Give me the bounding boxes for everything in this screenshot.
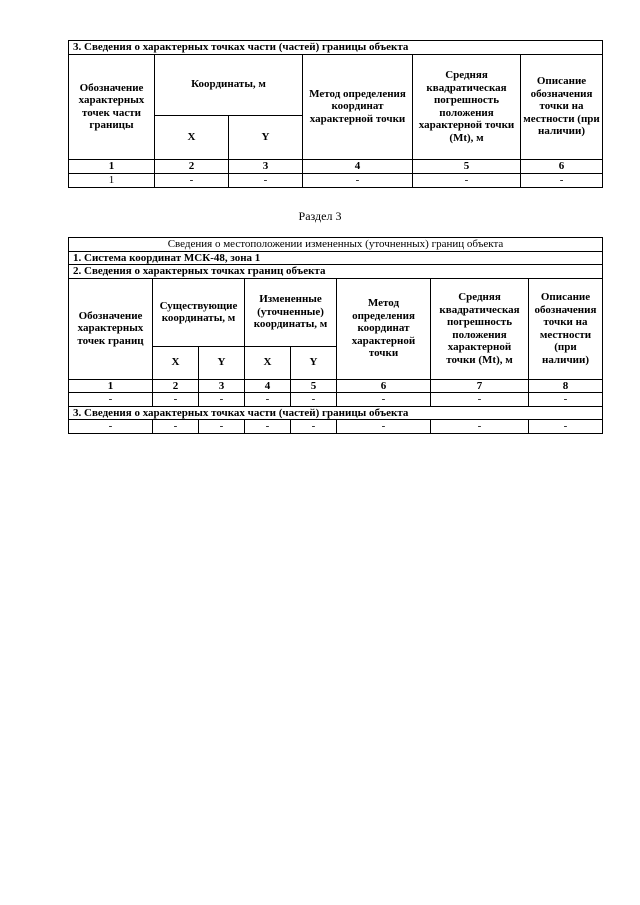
header-coordinates: Координаты, м <box>155 54 303 115</box>
header-x-existing: X <box>153 346 199 379</box>
col-number: 8 <box>529 379 603 393</box>
col-number: 3 <box>199 379 245 393</box>
table-cell: - <box>521 173 603 187</box>
header-x-changed: X <box>245 346 291 379</box>
col-number: 1 <box>69 159 155 173</box>
table-cell: - <box>153 393 199 407</box>
table-cell: - <box>199 420 245 434</box>
col-number: 6 <box>337 379 431 393</box>
header-changed-coordinates: Измененные (уточненные) координаты, м <box>245 278 337 346</box>
header-point-designation: Обозначение характерных точек границ <box>69 278 153 379</box>
table-cell: - <box>529 420 603 434</box>
header-existing-coordinates: Существующие координаты, м <box>153 278 245 346</box>
table-cell: - <box>337 420 431 434</box>
header-error: Средняя квадратическая погрешность положения характерной точки (Мt), м <box>431 278 529 379</box>
table-cell: - <box>291 393 337 407</box>
table1-title: 3. Сведения о характерных точках части (частей) границы объекта <box>69 41 603 55</box>
header-method: Метод определения координат характерной точки <box>303 54 413 159</box>
table-cell: - <box>431 420 529 434</box>
table-cell: - <box>245 420 291 434</box>
col-number: 3 <box>229 159 303 173</box>
col-number: 4 <box>303 159 413 173</box>
header-y-changed: Y <box>291 346 337 379</box>
header-description: Описание обозначения точки на местности (при наличии) <box>529 278 603 379</box>
table-cell: - <box>431 393 529 407</box>
table2-title: Сведения о местоположении измененных (уточненных) границ объекта <box>69 238 603 252</box>
header-error: Средняя квадратическая погрешность положения характерной точки (Мt), м <box>413 54 521 159</box>
table-cell: - <box>291 420 337 434</box>
col-number: 1 <box>69 379 153 393</box>
table-changed-boundaries <box>68 237 603 434</box>
header-method: Метод определения координат характерной точки <box>337 278 431 379</box>
table2-subtitle: 2. Сведения о характерных точках границ объекта <box>69 265 603 279</box>
header-description: Описание обозначения точки на местности (при наличии) <box>521 54 603 159</box>
col-number: 5 <box>413 159 521 173</box>
table-cell: - <box>529 393 603 407</box>
table-cell: - <box>69 420 153 434</box>
col-number: 5 <box>291 379 337 393</box>
header-point-designation: Обозначение характерных точек части границы <box>69 54 155 159</box>
table-cell: - <box>413 173 521 187</box>
table-cell: - <box>229 173 303 187</box>
table-cell: - <box>153 420 199 434</box>
header-y-existing: Y <box>199 346 245 379</box>
table-cell: - <box>245 393 291 407</box>
col-number: 2 <box>155 159 229 173</box>
table-part-points <box>68 40 603 188</box>
table-row <box>69 420 603 434</box>
table-row <box>69 393 603 407</box>
section-title: Раздел 3 <box>298 209 342 223</box>
col-number: 2 <box>153 379 199 393</box>
table-cell: - <box>69 393 153 407</box>
table2-part-title: 3. Сведения о характерных точках части (частей) границы объекта <box>69 406 603 420</box>
header-y: Y <box>229 115 303 159</box>
table-cell: - <box>337 393 431 407</box>
col-number: 6 <box>521 159 603 173</box>
col-number: 4 <box>245 379 291 393</box>
table-cell: - <box>155 173 229 187</box>
coordinate-system: 1. Система координат МСК-48, зона 1 <box>69 251 603 265</box>
col-number: 7 <box>431 379 529 393</box>
header-x: X <box>155 115 229 159</box>
table-cell: - <box>303 173 413 187</box>
table-cell: 1 <box>69 173 155 187</box>
table-cell: - <box>199 393 245 407</box>
table-row <box>69 173 603 187</box>
